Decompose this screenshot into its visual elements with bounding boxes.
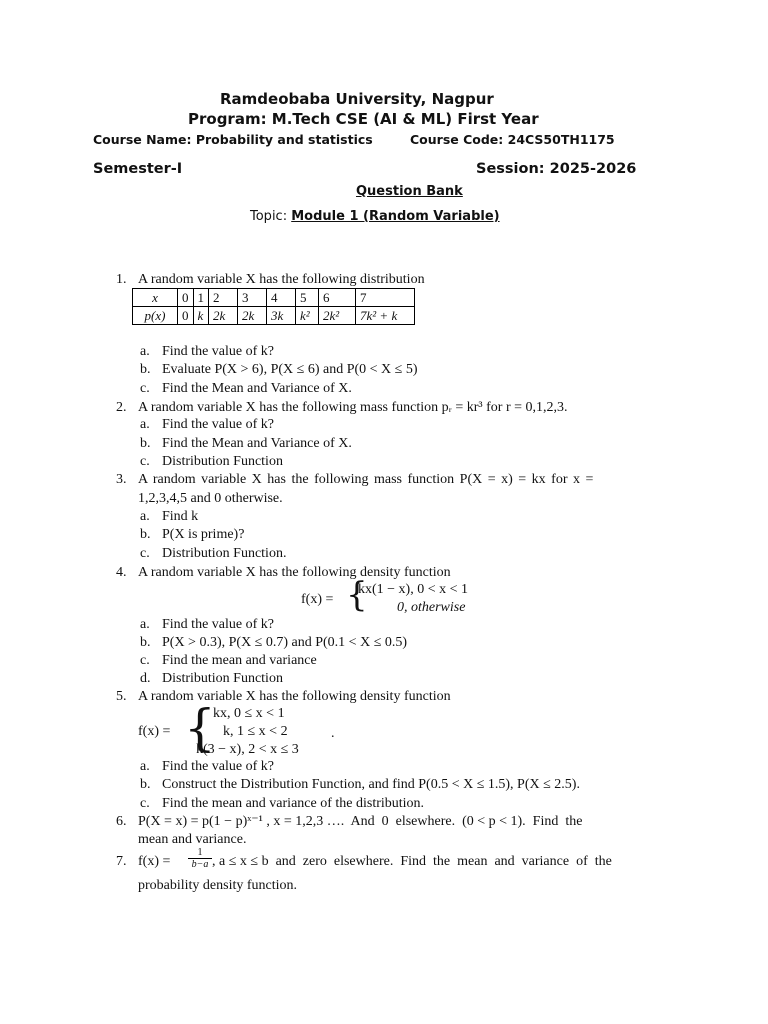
semester: Semester-I	[93, 161, 183, 177]
q3-b-marker: b.	[140, 527, 151, 542]
table-row	[133, 289, 415, 307]
q5-number: 5.	[116, 689, 127, 704]
topic-label: Topic:	[250, 209, 288, 224]
table-cell: 7	[356, 289, 415, 307]
q4-b: P(X > 0.3), P(X ≤ 0.7) and P(0.1 < X ≤ 0.5)	[162, 635, 408, 650]
q5-a-marker: a.	[140, 759, 150, 774]
table-cell: 7k² + k	[356, 307, 415, 325]
table-cell: x	[133, 289, 178, 307]
q2-c-marker: c.	[140, 454, 150, 469]
q4-d: Distribution Function	[162, 671, 283, 686]
q1-text: A random variable X has the following distribution	[138, 272, 425, 287]
q4-b-marker: b.	[140, 635, 151, 650]
distribution-table	[132, 288, 415, 325]
course-code: Course Code: 24CS50TH1175	[410, 132, 615, 147]
q7-fraction	[188, 847, 212, 870]
q2-text: A random variable X has the following mass function pᵣ = kr³ for r = 0,1,2,3.	[138, 400, 568, 415]
topic-value: Module 1 (Random Variable)	[291, 209, 500, 224]
q3-line1: A random variable X has the following mass function P(X = x) = kx for x =	[138, 472, 594, 487]
q5-c-marker: c.	[140, 796, 150, 811]
table-cell: 1	[193, 289, 209, 307]
q2-b: Find the Mean and Variance of X.	[162, 436, 352, 451]
q4-case2: 0, otherwise	[397, 600, 466, 615]
q1-b: Evaluate P(X > 6), P(X ≤ 6) and P(0 < X ≤ 5)	[162, 362, 418, 377]
q7-lhs: f(x) =	[138, 854, 171, 869]
q3-line2: 1,2,3,4,5 and 0 otherwise.	[138, 491, 283, 506]
q4-a-marker: a.	[140, 617, 150, 632]
q7-number: 7.	[116, 854, 127, 869]
q5-f-lhs: f(x) =	[138, 724, 171, 739]
table-cell: 0	[178, 289, 194, 307]
q2-a: Find the value of k?	[162, 417, 274, 432]
q4-text: A random variable X has the following density function	[138, 565, 451, 580]
table-cell: 2k	[238, 307, 267, 325]
q1-number: 1.	[116, 272, 127, 287]
brace-icon: {	[184, 699, 216, 757]
q4-a: Find the value of k?	[162, 617, 274, 632]
q5-b: Construct the Distribution Function, and find P(0.5 < X ≤ 1.5), P(X ≤ 2.5).	[162, 777, 580, 792]
q2-number: 2.	[116, 400, 127, 415]
q2-b-marker: b.	[140, 436, 151, 451]
q7-rest: , a ≤ x ≤ b and zero elsewhere. Find the mean and variance of the	[212, 854, 612, 869]
q4-c: Find the mean and variance	[162, 653, 317, 668]
table-cell: 2k	[209, 307, 238, 325]
q4-case1: kx(1 − x), 0 < x < 1	[358, 582, 469, 597]
q7-frac-den: b−a	[191, 859, 209, 870]
university-name: Ramdeobaba University, Nagpur	[220, 90, 494, 108]
table-cell: 4	[267, 289, 296, 307]
page-title: Question Bank	[356, 184, 463, 199]
q2-a-marker: a.	[140, 417, 150, 432]
q3-c-marker: c.	[140, 546, 150, 561]
q5-text: A random variable X has the following density function	[138, 689, 451, 704]
q5-case2: k, 1 ≤ x < 2	[223, 724, 288, 739]
course-name: Course Name: Probability and statistics	[93, 132, 373, 147]
q5-dot: .	[331, 726, 335, 741]
q4-c-marker: c.	[140, 653, 150, 668]
q1-c: Find the Mean and Variance of X.	[162, 381, 352, 396]
q4-d-marker: d.	[140, 671, 151, 686]
table-cell: k	[193, 307, 209, 325]
table-cell: 2	[209, 289, 238, 307]
q5-case3: k(3 − x), 2 < x ≤ 3	[196, 742, 299, 757]
table-cell: 5	[296, 289, 319, 307]
topic-line	[250, 209, 500, 224]
table-cell: k²	[296, 307, 319, 325]
table-cell: 0	[178, 307, 194, 325]
q1-a-marker: a.	[140, 344, 150, 359]
q4-f-lhs: f(x) =	[301, 592, 334, 607]
q3-number: 3.	[116, 472, 127, 487]
q4-number: 4.	[116, 565, 127, 580]
q6-line1: P(X = x) = p(1 − p)ˣ⁻¹ , x = 1,2,3 …. And 0 elsewhere. (0 < p < 1). Find the	[138, 814, 583, 829]
q5-case1: kx, 0 ≤ x < 1	[213, 706, 285, 721]
q2-c: Distribution Function	[162, 454, 283, 469]
table-cell: 3k	[267, 307, 296, 325]
q3-b: P(X is prime)?	[162, 527, 245, 542]
program-title: Program: M.Tech CSE (AI & ML) First Year	[188, 110, 539, 128]
session: Session: 2025-2026	[476, 161, 637, 177]
q5-b-marker: b.	[140, 777, 151, 792]
q5-a: Find the value of k?	[162, 759, 274, 774]
table-cell: 2k²	[319, 307, 356, 325]
q6-number: 6.	[116, 814, 127, 829]
q1-c-marker: c.	[140, 381, 150, 396]
brace-icon: {	[346, 575, 368, 615]
q3-c: Distribution Function.	[162, 546, 287, 561]
q6-line2: mean and variance.	[138, 832, 247, 847]
q5-c: Find the mean and variance of the distribution.	[162, 796, 425, 811]
table-cell: 6	[319, 289, 356, 307]
q1-a: Find the value of k?	[162, 344, 274, 359]
table-cell: 3	[238, 289, 267, 307]
q3-a-marker: a.	[140, 509, 150, 524]
q7-line2: probability density function.	[138, 878, 298, 893]
table-row	[133, 307, 415, 325]
table-cell: p(x)	[133, 307, 178, 325]
q7-frac-num: 1	[188, 847, 212, 859]
q1-b-marker: b.	[140, 362, 151, 377]
q3-a: Find k	[162, 509, 199, 524]
